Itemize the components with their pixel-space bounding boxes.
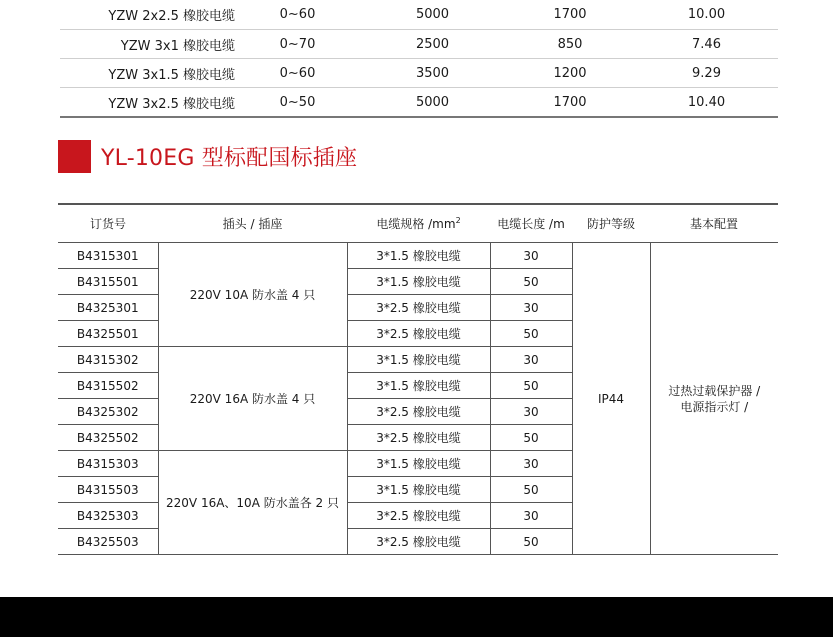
table-row [58,243,778,269]
cable-value: 1700 [505,88,635,118]
header-protection: 防护等级 [572,204,650,243]
section-title: YL-10EG 型标配国标插座 [101,146,358,171]
cable-value: 7.46 [635,30,778,59]
cable-range: 0~60 [235,59,360,88]
cable-value: 1200 [505,59,635,88]
heading-marker-icon [58,140,91,173]
cable-value: 10.00 [635,0,778,30]
cable-spec: 3*1.5 橡胶电缆 [347,347,490,373]
cable-spec: 3*2.5 橡胶电缆 [347,503,490,529]
cable-value: 5000 [360,0,505,30]
cable-range: 0~50 [235,88,360,118]
cable-length: 30 [490,451,572,477]
plug-socket-group: 220V 16A 防水盖 4 只 [158,347,347,451]
cable-model: YZW 3x1 橡胶电缆 [60,30,235,59]
basic-config [650,243,778,555]
cable-spec: 3*1.5 橡胶电缆 [347,477,490,503]
cable-length: 50 [490,425,572,451]
section-heading [58,140,357,173]
cable-value: 3500 [360,59,505,88]
order-number: B4315301 [58,243,158,269]
order-number: B4315501 [58,269,158,295]
cable-length: 50 [490,269,572,295]
cable-spec: 3*2.5 橡胶电缆 [347,321,490,347]
order-number: B4315302 [58,347,158,373]
cable-model: YZW 3x1.5 橡胶电缆 [60,59,235,88]
cable-spec: 3*1.5 橡胶电缆 [347,243,490,269]
plug-socket-group: 220V 16A、10A 防水盖各 2 只 [158,451,347,555]
cable-length: 30 [490,399,572,425]
cable-spec: 3*2.5 橡胶电缆 [347,529,490,555]
cable-spec: 3*2.5 橡胶电缆 [347,399,490,425]
cable-spec-table [60,0,778,118]
cable-spec: 3*1.5 橡胶电缆 [347,373,490,399]
header-order-no: 订货号 [58,204,158,243]
protection-rating: IP44 [572,243,650,555]
cable-length: 50 [490,373,572,399]
cable-value: 10.40 [635,88,778,118]
cable-length: 30 [490,503,572,529]
cable-length: 50 [490,477,572,503]
table-row [60,59,778,88]
cable-range: 0~60 [235,0,360,30]
cable-length: 30 [490,243,572,269]
table-row [60,88,778,118]
cable-length: 30 [490,295,572,321]
order-number: B4325303 [58,503,158,529]
order-number: B4325301 [58,295,158,321]
footer-bar [0,597,833,637]
order-number: B4325302 [58,399,158,425]
table-header-row [58,204,778,243]
table-row [60,30,778,59]
cable-spec: 3*1.5 橡胶电缆 [347,451,490,477]
cable-spec: 3*2.5 橡胶电缆 [347,425,490,451]
cable-value: 9.29 [635,59,778,88]
header-cable-length: 电缆长度 /m [490,204,572,243]
header-plug-socket: 插头 / 插座 [158,204,347,243]
cable-model: YZW 2x2.5 橡胶电缆 [60,0,235,30]
cable-length: 30 [490,347,572,373]
table-row [60,0,778,30]
socket-spec-table [58,203,778,555]
config-line: 电源指示灯 / [680,399,749,414]
cable-value: 2500 [360,30,505,59]
cable-value: 5000 [360,88,505,118]
cable-length: 50 [490,529,572,555]
order-number: B4315502 [58,373,158,399]
cable-value: 1700 [505,0,635,30]
header-cable-spec: 电缆规格 $/mm^2$ [347,204,490,243]
cable-value: 850 [505,30,635,59]
plug-socket-group: 220V 10A 防水盖 4 只 [158,243,347,347]
order-number: B4325501 [58,321,158,347]
cable-model: YZW 3x2.5 橡胶电缆 [60,88,235,118]
cable-length: 50 [490,321,572,347]
cable-spec: 3*1.5 橡胶电缆 [347,269,490,295]
order-number: B4325503 [58,529,158,555]
cable-spec: 3*2.5 橡胶电缆 [347,295,490,321]
header-config: 基本配置 [650,204,778,243]
config-line: 过热过载保护器 / [668,383,761,398]
order-number: B4315303 [58,451,158,477]
order-number: B4325502 [58,425,158,451]
order-number: B4315503 [58,477,158,503]
cable-range: 0~70 [235,30,360,59]
